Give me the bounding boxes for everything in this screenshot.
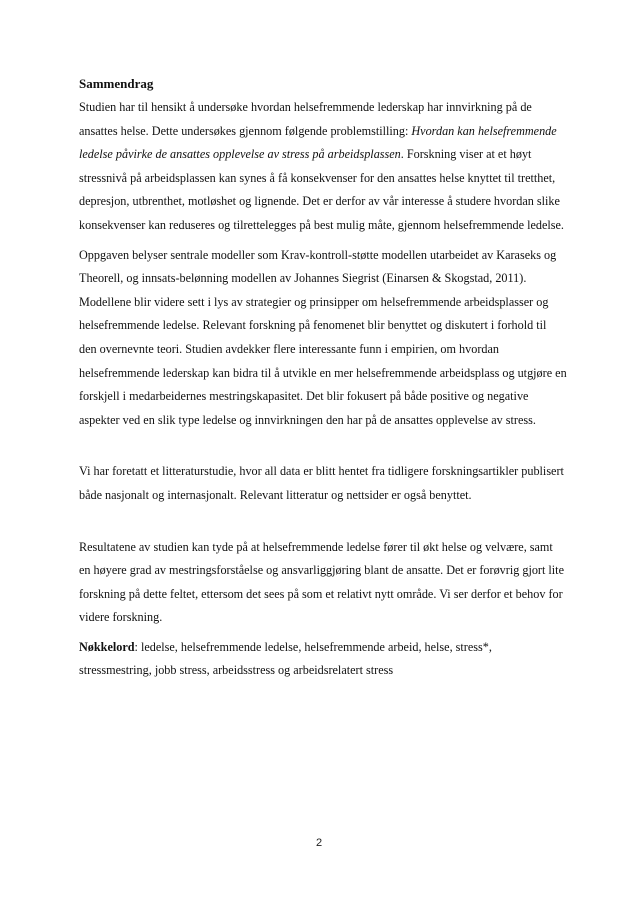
paragraph-gap	[79, 508, 567, 536]
page-number: 2	[315, 837, 323, 849]
keywords-label: Nøkkelord	[79, 639, 135, 654]
paragraph-gap	[79, 432, 567, 460]
intro-text-start: Studien har til hensikt å undersøke hvordan helsefremmende lederskap har innvirkning på de ansattes helse. Dette undersøkes gjennom følgende problemstilling:	[79, 100, 532, 138]
research-question: Hvordan kan helsefremmende ledelse påvirke de ansattes opplevelse av stress på arbeidsplassen	[79, 123, 557, 162]
paragraph-results: Resultatene av studien kan tyde på at helsefremmende ledelse fører til økt helse og velvære, samt en høyere grad av mestringsforståelse og ansvarliggjøring blant de ansatte. Det er forøvrig gjort lite forskning på dette feltet, ettersom det sees på som et relativt nytt område. Vi ser derfor et behov for videre forskning.	[79, 539, 564, 625]
paragraph-keywords	[79, 636, 567, 683]
document-page	[79, 76, 567, 683]
paragraph-introduction	[79, 96, 567, 238]
paragraph-method: Vi har foretatt et litteraturstudie, hvor all data er blitt hentet fra tidligere forskningsartikler publisert både nasjonalt og internasjonalt. Relevant litteratur og nettsider er også benyttet.	[79, 464, 564, 502]
keywords-list: : ledelse, helsefremmende ledelse, helsefremmende arbeid, helse, stress*, stressmestring, jobb stress, arbeidsstress og arbeidsrelatert stress	[79, 639, 492, 678]
paragraph-models: Oppgaven belyser sentrale modeller som Krav-kontroll-støtte modellen utarbeidet av Karaseks og Theorell, og innsats-belønning modellen av Johannes Siegrist (Einarsen & Skogstad, 2011). Modellene blir videre sett i lys av strategier og prinsipper om helsefremmende arbeidsplasser og helsefremmende ledelse. Relevant forskning på fenomenet blir benyttet og diskutert i forhold til den overnevnte teori. Studien avdekker flere interessante funn i empirien, om hvordan helsefremmende lederskap kan bidra til å utvikle en mer helsefremmende arbeidsplass og utgjøre en forskjell i medarbeidernes mestringskapasitet. Det blir fokusert på både positive og negative aspekter ved en slik type ledelse og innvirkningen den har på de ansattes opplevelse av stress.	[79, 247, 567, 427]
section-heading: Sammendrag	[79, 76, 154, 91]
intro-text-end: . Forskning viser at et høyt stressnivå på arbeidsplassen kan synes å få konsekvenser for den ansattes helse knyttet til tretthet, depresjon, utbrenthet, motløshet og lignende. Det er derfor av vår interesse å studere hvordan slike konsekvenser kan reduseres og tilrettelegges på best mulig måte, gjennom helsefremmende ledelse.	[79, 147, 564, 232]
